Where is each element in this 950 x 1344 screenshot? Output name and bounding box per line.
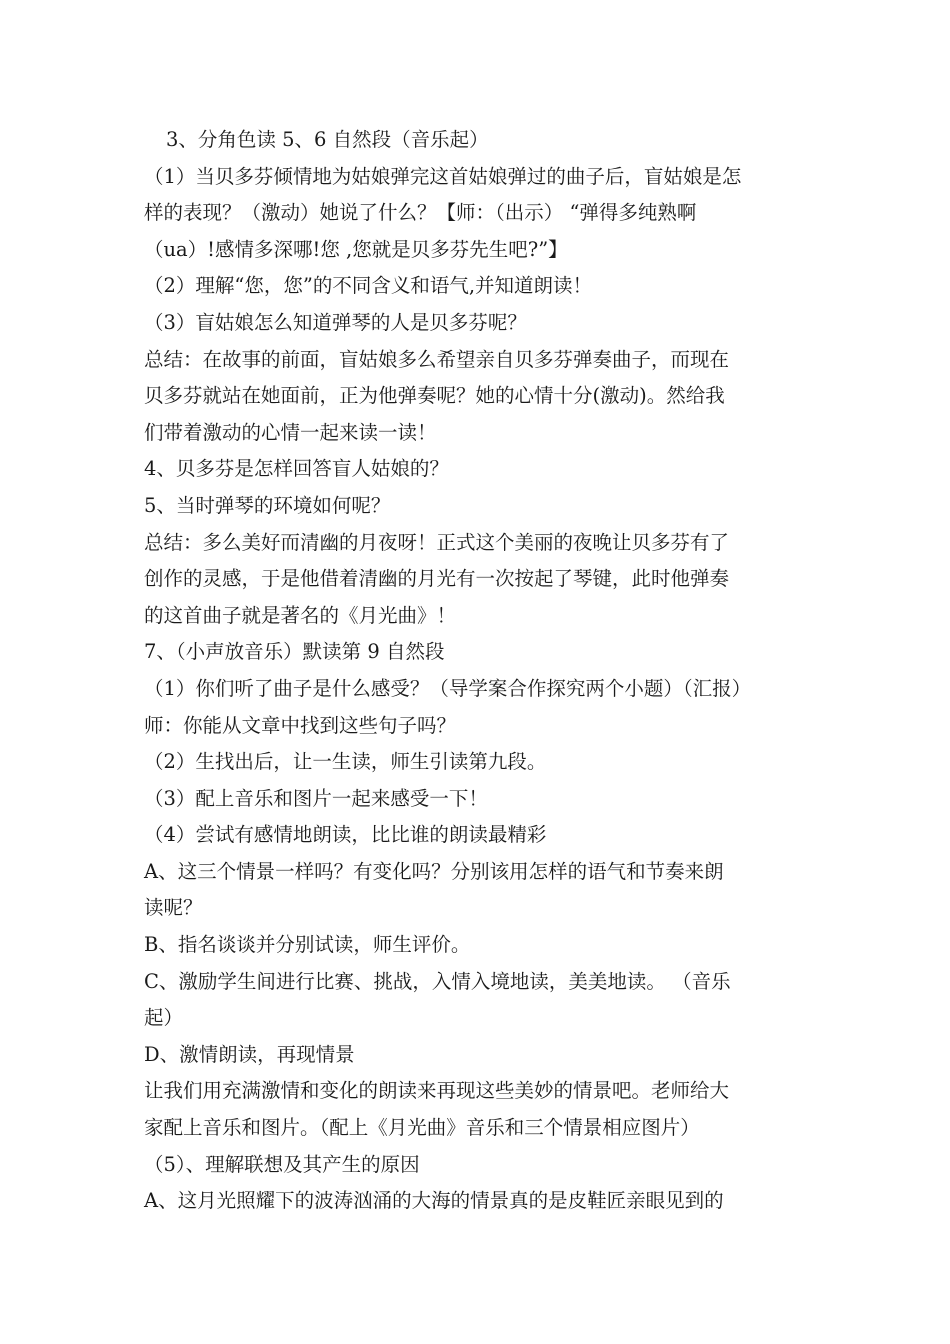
text-line: B、指名谈谈并分别试读，师生评价。	[144, 933, 471, 957]
text-line: D、激情朗读，再现情景	[144, 1042, 355, 1066]
text-line: 5、当时弹琴的环境如何呢？	[144, 493, 391, 517]
text-line: 家配上音乐和图片。（配上《月光曲》音乐和三个情景相应图片）	[144, 1116, 700, 1140]
text-line: （3）配上音乐和图片一起来感受一下！	[144, 786, 488, 810]
text-line: （5）、理解联想及其产生的原因	[144, 1152, 420, 1176]
text-line: （2）理解“您，您”的不同含义和语气,并知道朗读！	[144, 274, 593, 298]
text-line: 让我们用充满激情和变化的朗读来再现这些美妙的情景吧。老师给大	[144, 1079, 730, 1103]
text-line: 7、（小声放音乐）默读第 9 自然段	[144, 640, 445, 664]
text-line: （ua）!感情多深哪!您 ,您就是贝多芬先生吧?”】	[144, 237, 568, 261]
text-line: （1）你们听了曲子是什么感受？（导学案合作探究两个小题）（汇报）	[144, 676, 752, 700]
text-line: （2）生找出后，让一生读，师生引读第九段。	[144, 750, 547, 774]
text-line: 师：你能从文章中找到这些句子吗？	[144, 713, 457, 737]
text-line: C、激励学生间进行比赛、挑战，入情入境地读，美美地读。 （音乐	[144, 969, 731, 993]
text-line: 样的表现？（激动）她说了什么？【师：（出示） “弹得多纯熟啊	[144, 201, 697, 225]
text-line: （4）尝试有感情地朗读，比比谁的朗读最精彩	[144, 823, 547, 847]
text-line: （1）当贝多芬倾情地为姑娘弹完这首姑娘弹过的曲子后，盲姑娘是怎	[144, 164, 742, 188]
text-line: 3、分角色读 5、6 自然段（音乐起）	[166, 128, 489, 151]
document-body	[144, 122, 814, 1220]
text-line: 总结：多么美好而清幽的月夜呀！正式这个美丽的夜晚让贝多芬有了	[144, 530, 730, 554]
text-line: 起）	[144, 1006, 184, 1030]
text-line: 4、贝多芬是怎样回答盲人姑娘的？	[144, 457, 449, 481]
text-line: A、这三个情景一样吗？有变化吗？分别该用怎样的语气和节奏来朗	[144, 859, 724, 883]
text-line: 读呢？	[144, 896, 203, 920]
text-line: 贝多芬就站在她面前，正为他弹奏呢？她的心情十分(激动)。然给我	[144, 384, 725, 408]
text-line: A、这月光照耀下的波涛汹涌的大海的情景真的是皮鞋匠亲眼见到的	[144, 1189, 724, 1213]
text-line: 创作的灵感，于是他借着清幽的月光有一次按起了琴键，此时他弹奏	[144, 567, 730, 591]
text-line: 们带着激动的心情一起来读一读！	[144, 420, 437, 444]
text-line: （3）盲姑娘怎么知道弹琴的人是贝多芬呢？	[144, 310, 527, 334]
text-line: 总结：在故事的前面，盲姑娘多么希望亲自贝多芬弹奏曲子，而现在	[144, 347, 730, 371]
text-line: 的这首曲子就是著名的《月光曲》！	[144, 603, 457, 627]
